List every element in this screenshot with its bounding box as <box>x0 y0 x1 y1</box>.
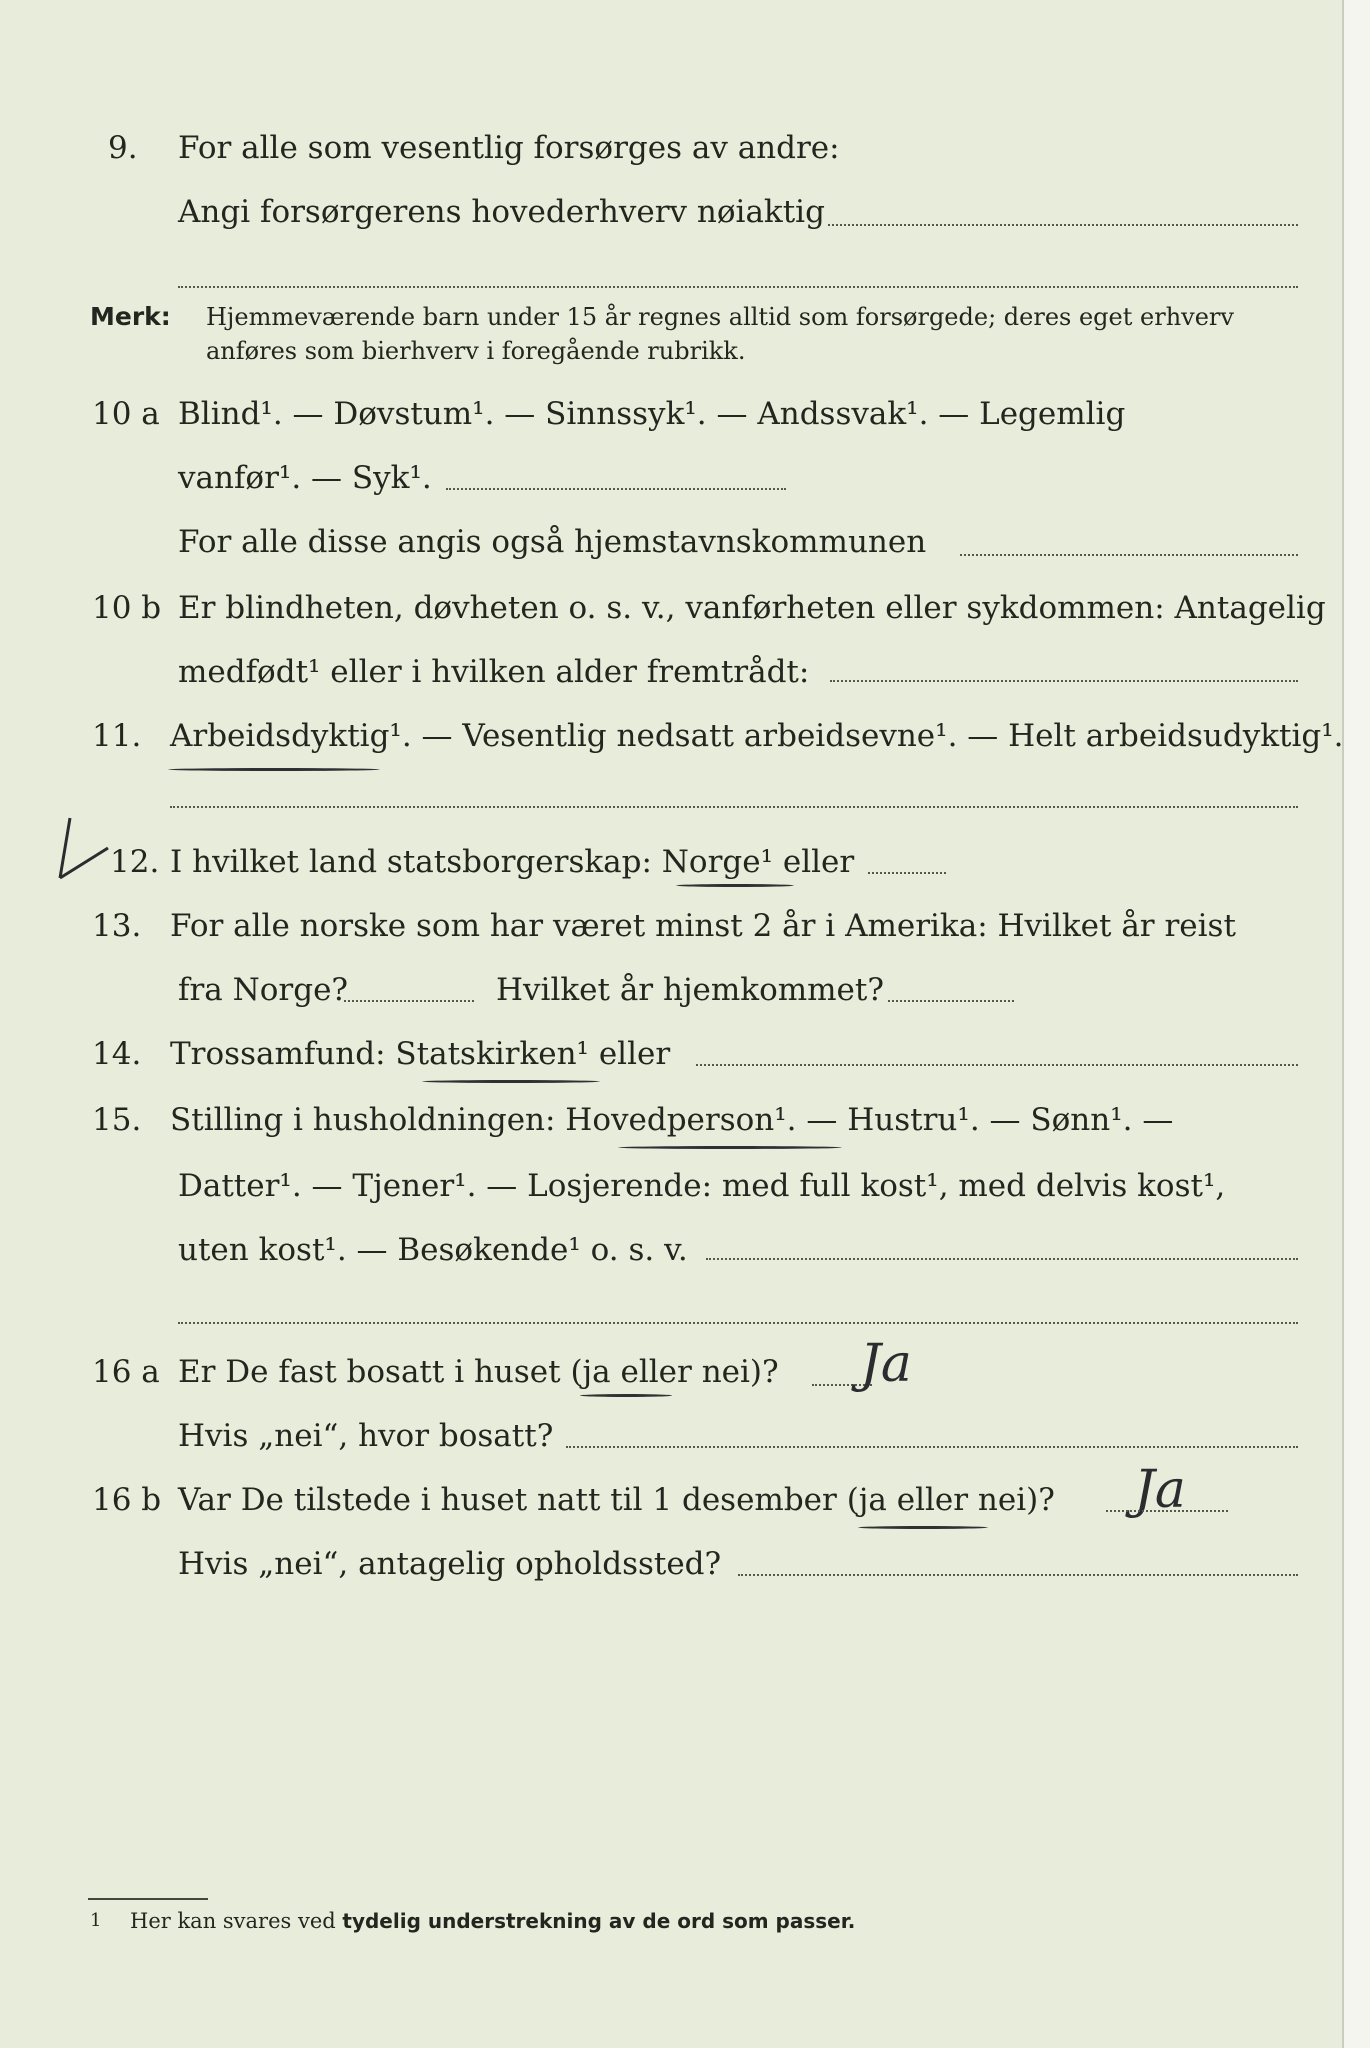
q10b-number: 10 b <box>92 590 162 626</box>
q16a-handwritten-answer: Ja <box>860 1334 912 1394</box>
page-edge <box>1342 0 1370 2048</box>
q10a-line2: vanfør¹. — Syk¹. <box>178 460 432 496</box>
q9-answer-line[interactable] <box>828 224 1298 226</box>
footnote-rule <box>88 1898 208 1900</box>
q16b-opholdssted-line[interactable] <box>738 1574 1298 1576</box>
q11-line1: Arbeidsdyktig¹. — Vesentlig nedsatt arbeidsevne¹. — Helt arbeidsudyktig¹. <box>170 718 1344 754</box>
footnote <box>90 1906 856 1936</box>
q16a-bosatt-line[interactable] <box>566 1446 1298 1448</box>
merk-label: Merk: <box>90 302 171 331</box>
q16a-underline <box>580 1394 672 1397</box>
q14-answer-line[interactable] <box>696 1064 1298 1066</box>
q14-line1: Trossamfund: Statskirken¹ eller <box>170 1036 671 1072</box>
q15-line2: Datter¹. — Tjener¹. — Losjerende: med full kost¹, med delvis kost¹, <box>178 1168 1226 1204</box>
q9-line2: Angi forsørgerens hovederhverv nøiaktig <box>178 194 825 230</box>
q12-answer-line[interactable] <box>868 872 946 874</box>
q13-number: 13. <box>92 908 142 944</box>
q9-number: 9. <box>108 130 138 166</box>
q14-number: 14. <box>92 1036 142 1072</box>
q13-hjemkommet-line[interactable] <box>888 1000 1014 1002</box>
q16b-handwritten-answer: Ja <box>1134 1460 1186 1520</box>
q11-number: 11. <box>92 718 142 754</box>
q15-line3: uten kost¹. — Besøkende¹ o. s. v. <box>178 1232 688 1268</box>
footnote-bold: tydelig understrekning av de ord som passer. <box>342 1909 856 1933</box>
merk-line1: Hjemmeværende barn under 15 år regnes alltid som forsørgede; deres eget erhverv <box>206 303 1234 331</box>
q13-reist-line[interactable] <box>344 1000 474 1002</box>
q10a-line1: Blind¹. — Døvstum¹. — Sinnssyk¹. — Andssvak¹. — Legemlig <box>178 396 1126 432</box>
q16a-line2: Hvis „nei“, hvor bosatt? <box>178 1418 554 1454</box>
q16b-line2: Hvis „nei“, antagelig opholdssted? <box>178 1546 722 1582</box>
q13-line2a: fra Norge? <box>178 972 349 1008</box>
q11-rule <box>170 806 1298 808</box>
merk-line2: anføres som bierhverv i foregående rubrikk. <box>206 337 746 365</box>
q10a-syk-line[interactable] <box>446 488 786 490</box>
q13-line2b: Hvilket år hjemkommet? <box>496 972 884 1008</box>
q16b-number: 16 b <box>92 1482 162 1518</box>
q16a-line1: Er De fast bosatt i huset (ja eller nei)? <box>178 1354 779 1390</box>
q12-number: 12. <box>110 844 160 880</box>
q15-answer-line[interactable] <box>706 1258 1298 1260</box>
q10a-number: 10 a <box>92 396 160 432</box>
q16b-line1: Var De tilstede i huset natt til 1 desember (ja eller nei)? <box>178 1482 1055 1518</box>
q15-line1: Stilling i husholdningen: Hovedperson¹. — Hustru¹. — Sønn¹. — <box>170 1102 1174 1138</box>
q13-line1: For alle norske som har været minst 2 år i Amerika: Hvilket år reist <box>170 908 1236 944</box>
q12-line1: I hvilket land statsborgerskap: Norge¹ eller <box>170 844 855 880</box>
footnote-mark: 1 <box>90 1910 102 1931</box>
q16b-underline <box>858 1526 988 1529</box>
q15-underline <box>618 1146 842 1149</box>
q9-rule <box>178 286 1298 288</box>
q10a-answer-line[interactable] <box>960 554 1298 556</box>
q15-rule <box>178 1322 1298 1324</box>
q12-underline <box>676 884 794 887</box>
q10b-line1: Er blindheten, døvheten o. s. v., vanførheten eller sykdommen: Antagelig <box>178 590 1326 626</box>
footnote-text: Her kan svares ved <box>130 1909 343 1933</box>
q11-underline <box>168 768 380 771</box>
q10a-line3: For alle disse angis også hjemstavnskommunen <box>178 524 927 560</box>
q9-line1: For alle som vesentlig forsørges av andre: <box>178 130 840 166</box>
q14-underline <box>422 1080 600 1083</box>
q10b-answer-line[interactable] <box>830 680 1298 682</box>
q16a-number: 16 a <box>92 1354 160 1390</box>
q16b-answer-line[interactable] <box>1106 1510 1228 1512</box>
q10b-line2: medfødt¹ eller i hvilken alder fremtrådt: <box>178 654 810 690</box>
q15-number: 15. <box>92 1102 142 1138</box>
